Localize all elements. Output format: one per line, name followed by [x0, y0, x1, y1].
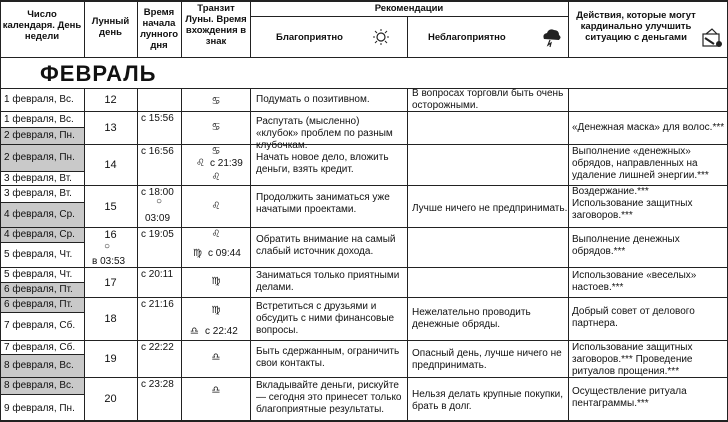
lunar-day: 15 [104, 201, 117, 213]
header-actions: Действия, которые могут кардинально улучшить ситуацию с деньгами [576, 10, 696, 43]
action-text: Добрый совет от делового партнера. [572, 306, 695, 329]
action-text: Выполнение денежных обрядов.*** [572, 234, 680, 257]
date-label: 5 февраля, Чт. [4, 249, 73, 260]
header-unfavorable: Неблагоприятно [428, 32, 506, 43]
lunar-day: 13 [104, 122, 117, 134]
action-text: «Денежная маска» для волос.*** [572, 122, 725, 133]
date-label: 2 февраля, Пн. [4, 130, 75, 141]
date-label: 6 февраля, Пт. [4, 299, 73, 310]
favorable-text: Встретиться с друзьями и обсудить с ними финансовые вопросы. [256, 301, 395, 336]
favorable-text: Подумать о позитивном. [256, 94, 370, 105]
date-label: 3 февраля, Вт. [4, 188, 72, 199]
header-start-time: Время начала лунного дня [139, 7, 179, 51]
leo-icon: ♌ [211, 229, 221, 240]
header-recommendations: Рекомендации [374, 3, 444, 14]
start-time: с 15:56 [141, 113, 174, 124]
virgo-icon: ♍ [211, 305, 221, 316]
leo-icon: ♌ [211, 201, 221, 212]
date-label: 4 февраля, Ср. [4, 209, 75, 220]
start-time: с 20:11 [141, 269, 174, 280]
start-time: с 18:00 [141, 187, 174, 198]
favorable-text: Вкладывайте деньги, рискуйте — сегодня это принесет только благоприятные результаты. [256, 380, 402, 415]
virgo-icon: ♍ [211, 276, 221, 287]
header-transit: Транзит Луны. Время вхождения в знак [185, 3, 247, 47]
start-time: с 16:56 [141, 146, 174, 157]
lunar-day: 19 [104, 353, 117, 365]
lunar-day: 16 [104, 229, 117, 241]
date-label: 8 февраля, Вс. [4, 380, 74, 391]
date-label: 1 февраля, Вс. [4, 94, 74, 105]
libra-icon: ♎ [211, 352, 221, 363]
date-label: 7 февраля, Сб. [4, 320, 76, 331]
header-date: Число календаря. День недели [2, 9, 82, 42]
storm-cloud-icon [540, 26, 562, 48]
date-label: 1 февраля, Вс. [4, 114, 74, 125]
virgo-icon: ♍ [193, 248, 202, 259]
lunar-day: 12 [104, 94, 117, 106]
action-text: Воздержание.*** Использование защитных заговоров.*** [572, 186, 693, 221]
new-moon-time: в 03:53 [92, 256, 126, 267]
action-text: Использование «веселых» настоев.*** [572, 270, 697, 293]
favorable-text: Начать новое дело, вложить деньги, взять кредит. [256, 152, 389, 175]
full-moon-time: 03:09 [145, 213, 171, 224]
date-label: 4 февраля, Ср. [4, 229, 75, 240]
header-favorable: Благоприятно [276, 32, 343, 43]
header-lunar-day: Лунный день [91, 16, 130, 38]
lunar-day: 17 [104, 277, 117, 289]
cancer-icon: ♋ [211, 146, 221, 157]
month-title: ФЕВРАЛЬ [40, 61, 157, 86]
action-text: Использование защитных заговоров.*** Проведение ритуалов прощения.*** [572, 342, 693, 377]
unfavorable-text: Опасный день, лучше ничего не предпринимать. [412, 348, 562, 371]
date-label: 6 февраля, Пт. [4, 284, 73, 295]
leo-icon: ♌ [211, 172, 221, 183]
libra-icon: ♎ [190, 326, 199, 337]
favorable-text: Заниматься только приятными делами. [256, 270, 400, 293]
lunar-day: 18 [104, 313, 117, 325]
unfavorable-text: Нельзя делать крупные покупки, брать в долг. [412, 389, 563, 412]
favorable-text: Быть сдержанным, ограничить свои контакты. [256, 346, 400, 369]
date-label: 8 февраля, Вс. [4, 360, 74, 371]
unfavorable-text: В вопросах торговли быть очень осторожными. [412, 88, 564, 111]
start-time: с 22:22 [141, 342, 174, 353]
new-moon-icon: ○ [104, 241, 111, 252]
start-time: с 19:05 [141, 229, 174, 240]
favorable-text: Обратить внимание на самый слабый источник дохода. [256, 234, 396, 257]
sun-icon [370, 28, 392, 46]
virgo-entry-time: с 09:44 [208, 248, 241, 259]
full-moon-icon: ○ [155, 196, 163, 207]
libra-icon: ♎ [211, 385, 221, 396]
favorable-text: Продолжить заниматься уже начатыми проектами. [256, 192, 390, 215]
lunar-day: 20 [104, 393, 117, 405]
unfavorable-text: Лучше ничего не предпринимать. [412, 203, 568, 214]
cancer-icon: ♋ [211, 96, 221, 107]
favorable-text: Распутать (мысленно) «клубок» проблем по разным клубочкам. [256, 116, 393, 151]
action-text: Выполнение «денежных» обрядов, направленных на удаление лишней энергии.*** [572, 146, 709, 181]
lunar-day: 14 [104, 159, 117, 171]
date-label: 7 февраля, Сб. [4, 342, 76, 353]
date-label: 5 февраля, Чт. [4, 269, 73, 280]
start-time: с 21:16 [141, 299, 174, 310]
leo-icon: ♌ [196, 158, 205, 169]
unfavorable-text: Нежелательно проводить денежные обряды. [412, 307, 531, 330]
date-label: 9 февраля, Пн. [4, 403, 75, 414]
date-label: 2 февраля, Пн. [4, 152, 75, 163]
money-wallet-icon [700, 28, 724, 50]
action-text: Осуществление ритуала пентаграммы.*** [572, 386, 687, 409]
date-label: 3 февраля, Вт. [4, 173, 72, 184]
start-time: с 23:28 [141, 379, 174, 390]
leo-entry-time: с 21:39 [210, 158, 243, 169]
libra-entry-time: с 22:42 [205, 326, 238, 337]
cancer-icon: ♋ [211, 122, 221, 133]
